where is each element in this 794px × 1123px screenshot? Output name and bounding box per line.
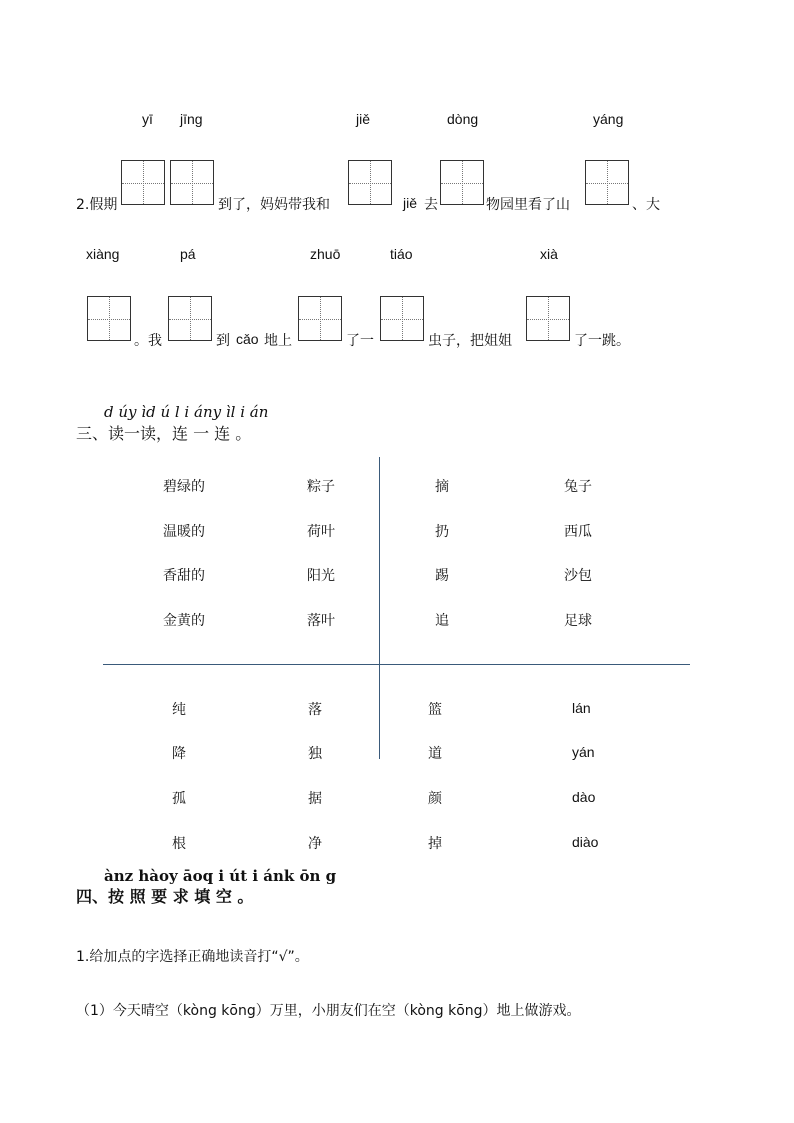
q2-text-4: 物园里看了山 [486,197,570,213]
q2-pinyin-cao: cǎo [236,331,259,347]
match-right-word[interactable]: 据 [308,791,322,807]
section4-pinyin: ànz hàoy āoq i út i ánk ōn g [104,867,337,885]
match-left-word[interactable]: 碧绿的 [163,479,205,495]
q2-text-11: 了一跳。 [574,333,630,349]
match-right-word[interactable]: 西瓜 [564,524,592,540]
pinyin-xiang: xiàng [86,246,120,262]
writing-box[interactable] [348,160,392,205]
q2-pinyin-jie: jiě [403,195,418,211]
match-right-word[interactable]: 落 [308,702,322,718]
match-left-word[interactable]: 降 [172,746,186,762]
match-right-word[interactable]: 独 [308,746,322,762]
writing-box[interactable] [526,296,570,341]
match-left-word[interactable]: 孤 [172,791,186,807]
q1-1-sentence: （1）今天晴空（kòng kōng）万里，小朋友们在空（kòng kōng）地上做游戏。 [76,1003,581,1019]
writing-box[interactable] [585,160,629,205]
match-right-word[interactable]: 足球 [564,613,592,629]
writing-box[interactable] [298,296,342,341]
writing-box[interactable] [170,160,214,205]
match-left-word[interactable]: 踢 [435,568,449,584]
writing-box[interactable] [87,296,131,341]
pinyin-jie: jiě [356,111,371,127]
pinyin-yi: yī [142,111,153,127]
grid-horizontal-line [103,664,690,665]
writing-box[interactable] [121,160,165,205]
pinyin-tiao: tiáo [390,246,413,262]
match-left-word[interactable]: 摘 [435,479,449,495]
section3-title: 三、读一读，连 一 连 。 [76,424,252,443]
pinyin-yang: yáng [593,111,624,127]
writing-box[interactable] [440,160,484,205]
writing-box[interactable] [380,296,424,341]
section4-title: 四、按 照 要 求 填 空 。 [76,887,254,906]
match-left-word[interactable]: 追 [435,613,449,629]
match-right-word[interactable]: 沙包 [564,568,592,584]
match-right-word[interactable]: 阳光 [307,568,335,584]
match-left-word[interactable]: 温暖的 [163,524,205,540]
pinyin-jing: jīng [180,111,203,127]
match-pinyin[interactable]: diào [572,834,599,850]
q2-text-8: 地上 [264,333,292,349]
q2-text-7: 到 [216,333,230,349]
pinyin-xia: xià [540,246,558,262]
match-right-word[interactable]: 净 [308,836,322,852]
match-left-word[interactable]: 根 [172,836,186,852]
match-pinyin[interactable]: lán [572,700,591,716]
match-left-word[interactable]: 金黄的 [163,613,205,629]
pinyin-zhuo: zhuō [310,246,341,262]
match-right-word[interactable]: 粽子 [307,479,335,495]
match-left-word[interactable]: 纯 [172,702,186,718]
q1-prompt: 1.给加点的字选择正确地读音打“√”。 [76,949,309,965]
writing-box[interactable] [168,296,212,341]
match-left-word[interactable]: 道 [428,746,442,762]
match-left-word[interactable]: 颜 [428,791,442,807]
match-pinyin[interactable]: yán [572,744,595,760]
q2-text-1: 2.假期 [76,197,118,213]
q2-text-10: 虫子，把姐姐 [428,333,512,349]
grid-vertical-line [379,457,380,759]
pinyin-pa: pá [180,246,196,262]
match-right-word[interactable]: 兔子 [564,479,592,495]
q2-text-5: 、大 [632,197,660,213]
match-left-word[interactable]: 篮 [428,702,442,718]
match-right-word[interactable]: 荷叶 [307,524,335,540]
q2-text-2: 到了，妈妈带我和 [218,197,330,213]
match-right-word[interactable]: 落叶 [307,613,335,629]
q2-text-6: 。我 [134,333,162,349]
match-pinyin[interactable]: dào [572,789,596,805]
match-left-word[interactable]: 扔 [435,524,449,540]
match-left-word[interactable]: 香甜的 [163,568,205,584]
section3-pinyin: d úy ìd ú l i ány ìl i án [104,403,269,421]
match-left-word[interactable]: 掉 [428,836,442,852]
q2-text-9: 了一 [346,333,374,349]
q2-text-3: 去 [424,197,438,213]
pinyin-dong: dòng [447,111,479,127]
